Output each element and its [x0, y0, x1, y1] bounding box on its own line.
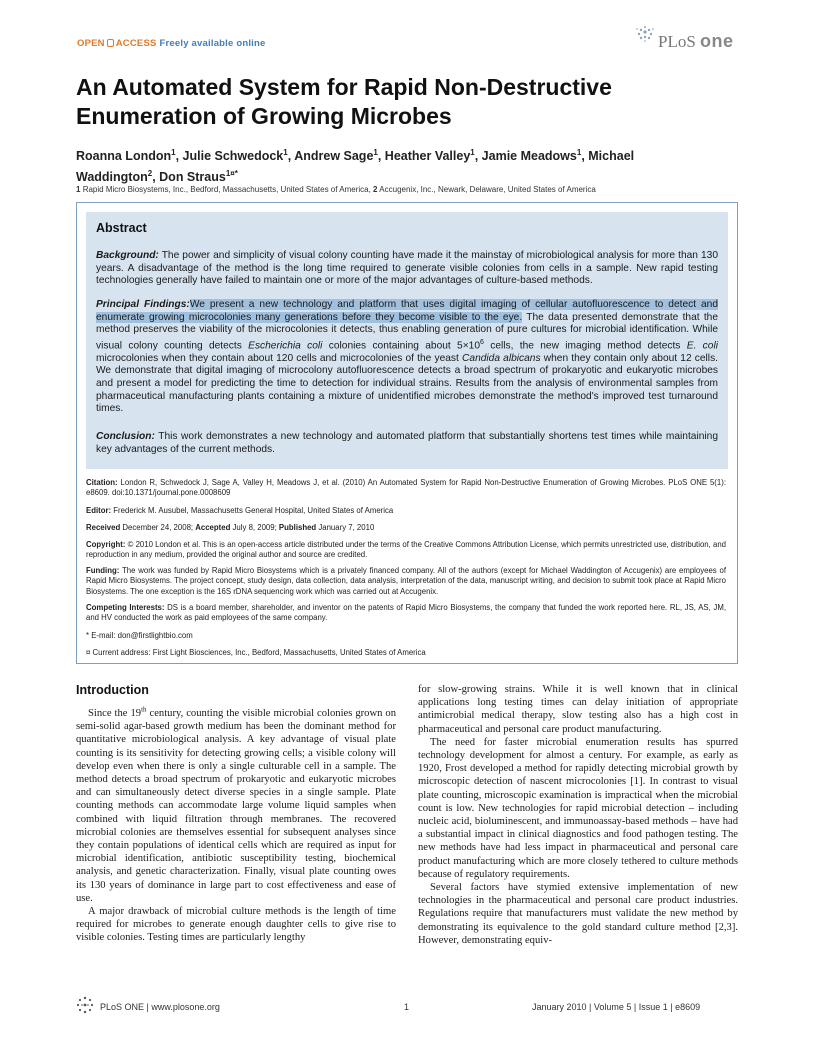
open-access-badge: [77, 38, 266, 49]
paragraph: Several factors have stymied extensive implementation of new technologies in the pharmaceutical and personal care product industries. Regulations require that manufacturers must validate the new method by demonstrating its equivalence to the gold standard culture method [2,3]. However, demonstrating equiv-: [418, 882, 738, 946]
editor-text: Frederick M. Ausubel, Massachusetts General Hospital, United States of America: [113, 506, 394, 515]
paragraph: [76, 707, 396, 905]
affil-num: 1: [76, 185, 81, 194]
para-text: Since the 19: [88, 708, 142, 719]
author-affil-sup: 1¤*: [225, 169, 238, 179]
findings-text: cells, the new imaging method detects: [490, 340, 681, 352]
affil-num: 2: [373, 185, 378, 194]
citation-label: Citation:: [86, 478, 118, 487]
open-label: OPEN: [77, 38, 105, 49]
conclusion-label: Conclusion:: [96, 431, 155, 442]
editor-label: Editor:: [86, 506, 112, 515]
background-text: The power and simplicity of visual colony counting have made it the mainstay of microbiological analysis for more than 130 years. A disadvantage of the method is the long time required to generate visible colonies from cells in a sample. New rapid testing technologies generally have failed to maintain one or more of the major advantages of culture-based methods.: [96, 250, 718, 287]
abstract-conclusion: [96, 431, 718, 456]
copyright-label: Copyright:: [86, 540, 126, 549]
logo-plos-text: PLoS: [658, 32, 696, 51]
species-name: E. coli: [686, 340, 718, 352]
funding: [86, 566, 726, 597]
free-label: Freely available online: [159, 38, 266, 49]
competing-interests: [86, 603, 726, 624]
author: Heather Valley: [384, 149, 471, 164]
author-affil-sup: 1: [470, 148, 475, 157]
current-address: ¤ Current address: First Light Biosciences, Inc., Bedford, Massachusetts, United States of America: [86, 648, 426, 657]
received-label: Received: [86, 523, 121, 532]
access-label: ACCESS: [115, 38, 157, 49]
findings-text: when they contain only about 12 cells. We demonstrate that digital imaging of microcolony autofluorescence detects a broad spectrum of prokaryotic and eukaryotic microbes and present a model for predicting the time to detection for individual strains. Results from the analysis of environmental samples from pharmaceutical manufacturing plants containing a mixture of unidentified microbes demonstrate the method's improved test turnaround times.: [96, 352, 718, 415]
footer-issue: January 2010 | Volume 5 | Issue 1 | e8609: [532, 1002, 701, 1012]
funding-label: Funding:: [86, 566, 120, 575]
author: Michael: [588, 149, 635, 164]
paragraph: The need for faster microbial enumeration results has spurred technology development for almost a century. For example, as early as 1920, Frost developed a method for rapidly detecting microbial growth by microscopic detection of nascent microcolonies [1]. In contrast to visual plate counting, microscopic examination is impractical when the microbial count is low. New technologies for rapid microbial detection – including nucleic acid, bioluminescent, and immunoassay-based methods – have had a substantial impact in clinical diagnostics and food pathogen testing. The new methods have had less impact in pharmaceutical and personal care product manufacturing which are more closely tethered to culture methods because of regulatory requirements.: [418, 736, 738, 880]
paper-title: An Automated System for Rapid Non-Destructive Enumeration of Growing Microbes: [76, 74, 612, 129]
abstract-heading: Abstract: [96, 221, 147, 235]
para-text: century, counting the visible microbial colonies grown on semi-solid agar-based growth medium has been the dominant method for quantitative microbiological analysis. A key advantage of visual plate counting is its sensitivity for detecting growing cells; a visible colony will develop even when there is only a single culturable cell in a sample. The method detects a broad spectrum of prokaryotic and eukaryotic microbes and can simultaneously detect diverse species in a single sample. Plate counting methods can accommodate large volume liquid samples when combined with liquid filtration through membranes. The recovered microbial colonies are themselves essential for subsequent analyses since they contain populations of identical cells which are required as input for microbial identification, antibiotic susceptibility testing, biochemical analysis, and genetic characterization. Finally, visual plate counting owes its 130 years of dominance in large part to cost effectiveness and ease of use.: [76, 708, 397, 904]
paragraph: for slow-growing strains. While it is well known that in clinical applications long testing times can delay initiation of appropriate antimicrobial medical therapy, slow testing also has a high cost in pharmaceutical and personal care product manufacturing.: [418, 684, 738, 735]
left-column: [76, 707, 396, 945]
competing-label: Competing Interests:: [86, 603, 165, 612]
published-date: January 7, 2010: [318, 523, 375, 532]
findings-text: The data presented demonstrate that the method preserves the viability of the microcolonies it detects, thus enabling generation of pure cultures for microbial identification. While visual colony counting detects: [96, 311, 718, 352]
affil-text: Accugenix, Inc., Newark, Delaware, United States of America: [379, 185, 596, 194]
author: Roanna London: [76, 149, 172, 164]
author-affil-sup: 1: [283, 148, 288, 157]
author: Andrew Sage: [294, 149, 374, 164]
author: Waddington: [76, 170, 148, 185]
published-label: Published: [278, 523, 317, 532]
funding-text: The work was funded by Rapid Micro Biosystems which is a privately financed company. All of the authors (except for Michael Waddington of Accugenix) are employees of Rapid Micro Biosystems. The project concept, study design, data collection, data analysis, interpretation of the data, manuscript writing, and decision to submit took place at Rapid Micro Biosystems. The one exception is the 16S rDNA sequencing work which was carried out at Accugenix.: [86, 566, 726, 596]
lock-icon: [107, 39, 114, 47]
author-affil-sup: 1: [171, 148, 176, 157]
email[interactable]: * E-mail: don@firstlightbio.com: [86, 631, 193, 640]
copyright: [86, 540, 726, 561]
competing-text: DS is a board member, shareholder, and inventor on the patents of Rapid Micro Biosystems, the company that funded the work reported here. RL, JS, AS, JM, and HV conducted the work as paid employees of the same company.: [86, 603, 726, 623]
affiliations: [76, 185, 756, 194]
findings-text: microcolonies when they contain about 120 cells and microcolonies of the yeast: [96, 352, 459, 364]
affil-text: Rapid Micro Biosystems, Inc., Bedford, Massachusetts, United States of America,: [82, 185, 371, 194]
background-label: Background:: [96, 250, 159, 261]
author-list: [76, 144, 736, 186]
accepted-date: July 8, 2009;: [232, 523, 277, 532]
received-date: December 24, 2008;: [122, 523, 194, 532]
footer-page-number: 1: [404, 1002, 410, 1012]
author: Julie Schwedock: [182, 149, 284, 164]
journal-logo: [658, 31, 734, 52]
author-line-2: Waddington$^2$, Don Straus$^{1¤*}$: [76, 169, 238, 185]
section-heading-introduction: Introduction: [76, 683, 149, 697]
plos-footer-logo-icon: [74, 995, 96, 1015]
editor: [86, 506, 726, 516]
species-name: Candida albicans: [462, 352, 541, 364]
author-affil-sup: 1: [373, 148, 378, 157]
author-affil-sup: 2: [147, 169, 153, 179]
citation-text: London R, Schwedock J, Sage A, Valley H, Meadows J, et al. (2010) An Automated System for Rapid Non-Destructive Enumeration of Growing Microbes. PLoS ONE 5(1): e8609. doi:10.1371/journal.pone.0008609: [86, 478, 726, 498]
paragraph: A major drawback of microbial culture methods is the length of time required for microbes to generate enough daughter cells to give rise to visible colonies. Testing times are particularly lengthy: [76, 906, 396, 944]
conclusion-text: This work demonstrates a new technology and automated platform that substantially shortens test times while maintaining key advantages of the current methods.: [96, 431, 718, 455]
findings-label: Principal Findings:: [96, 299, 190, 310]
citation: [86, 478, 726, 499]
author: Don Straus: [159, 170, 226, 185]
exponent: 6: [480, 338, 484, 346]
accepted-label: Accepted: [195, 523, 231, 532]
footer-journal[interactable]: PLoS ONE | www.plosone.org: [100, 1002, 220, 1012]
copyright-text: © 2010 London et al. This is an open-access article distributed under the terms of the Creative Commons Attribution License, which permits unrestricted use, distribution, and reproduction in any medium, provided the original author and source are credited.: [86, 540, 726, 560]
abstract-findings[interactable]: [96, 299, 718, 416]
author-affil-sup: 1: [576, 148, 582, 157]
author: Jamie Meadows: [481, 149, 577, 164]
abstract-background: [96, 250, 718, 288]
right-column: [418, 683, 738, 947]
logo-one-text: one: [700, 31, 734, 51]
author-line-1: Roanna London$^1$, Julie Schwedock$^1$, Andrew Sage$^1$, Heather Valley$^1$, Jamie Meadows$^1$, Michael: [76, 148, 635, 164]
selected-text-highlight[interactable]: We present a new technology and platform that uses digital imaging of cellular autofluorescence to detect and enumerate growing microcolonies many generations before they become visible to the eye.: [96, 299, 719, 323]
ordinal-sup: th: [141, 705, 147, 714]
dates: [86, 523, 726, 533]
species-name: Escherichia coli: [248, 340, 323, 352]
findings-text: colonies containing about 5×10: [328, 340, 480, 352]
